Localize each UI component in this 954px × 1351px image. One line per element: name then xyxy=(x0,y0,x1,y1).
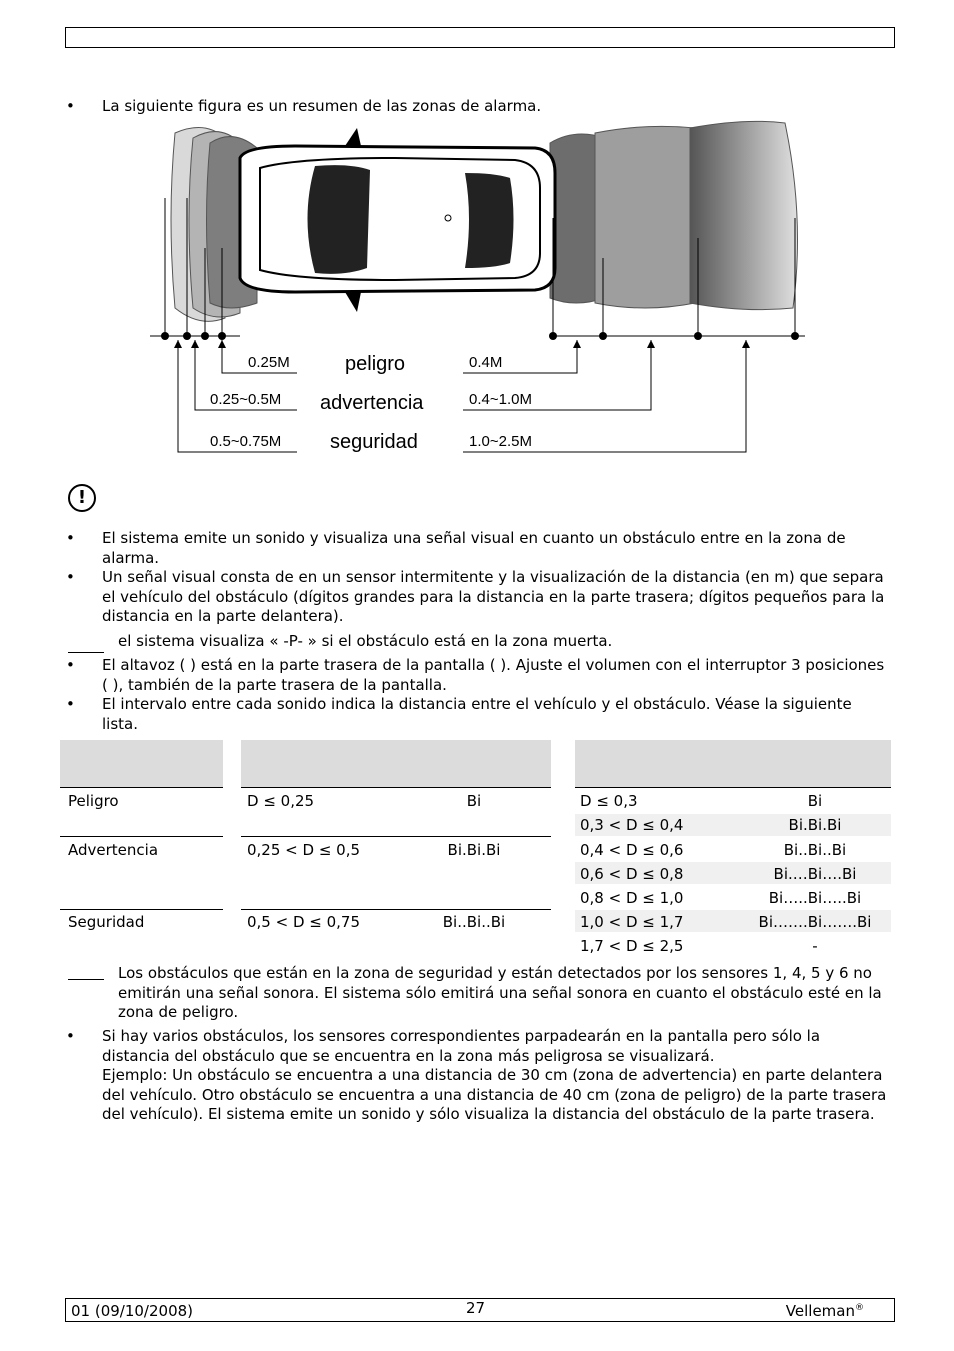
rear-range: 0,8 < D ≤ 1,0 xyxy=(580,889,684,907)
front-label-safety: 0.5~0.75M xyxy=(210,433,282,450)
rear-label-warning: 0.4~1.0M xyxy=(469,391,532,408)
divider xyxy=(60,836,223,837)
rear-sound: Bi.Bi.Bi xyxy=(788,816,842,834)
zone-label-seguridad: seguridad xyxy=(330,431,418,453)
zone-advertencia: Advertencia xyxy=(68,841,159,859)
zone-seguridad: Seguridad xyxy=(68,913,145,931)
bullet-glyph: • xyxy=(66,97,75,115)
rear-sound: Bi.…Bi….Bi xyxy=(773,865,857,883)
rear-sound: Bi…..Bi…..Bi xyxy=(768,889,862,907)
table-header-zone xyxy=(60,740,223,788)
header-box xyxy=(65,27,895,48)
note-dead-zone: el sistema visualiza « -P- » si el obstáculo está en la zona muerta. xyxy=(118,632,613,650)
rear-range: D ≤ 0,3 xyxy=(580,792,638,810)
brand-name: Velleman xyxy=(785,1302,855,1320)
front-sound: Bi xyxy=(466,792,482,810)
rear-range: 0,3 < D ≤ 0,4 xyxy=(580,816,684,834)
table-header-rear xyxy=(575,740,891,788)
divider xyxy=(241,787,551,788)
footer-version: 01 (09/10/2008) xyxy=(71,1302,194,1320)
note-safety-zone: Los obstáculos que están en la zona de seguridad y están detectados por los sensores 1, 4, 5 y 6 no emitirán una señal sonora. El sistema sólo emitirá una señal sonora en cuanto el obstáculo esté en la zona de peligro. xyxy=(118,964,882,1021)
bullet-glyph: • xyxy=(66,529,75,547)
warning-icon: ! xyxy=(68,484,96,512)
front-range: 0,25 < D ≤ 0,5 xyxy=(247,841,361,859)
example-text: Ejemplo: Un obstáculo se encuentra a una distancia de 30 cm (zona de advertencia) en parte delantera del vehículo. Otro obstáculo se encuentra a una distancia de 40 cm (zona de peligro) de la parte trasera del vehículo). El sistema emite un sonido y sólo visualiza la distancia del obstáculo de la parte trasera. xyxy=(102,1066,887,1123)
footer-page-number: 27 xyxy=(466,1299,486,1317)
bullet-glyph: • xyxy=(66,695,75,713)
rear-label-danger: 0.4M xyxy=(469,354,503,371)
front-range: 0,5 < D ≤ 0,75 xyxy=(247,913,361,931)
front-range: D ≤ 0,25 xyxy=(247,792,315,810)
footer xyxy=(65,1298,895,1322)
rear-range: 0,4 < D ≤ 0,6 xyxy=(580,841,684,859)
divider xyxy=(241,909,551,910)
rear-sound: Bi…….Bi…….Bi xyxy=(758,913,872,931)
note-blank xyxy=(68,636,104,653)
zone-peligro: Peligro xyxy=(68,792,119,810)
intro-text: La siguiente figura es un resumen de las zonas de alarma. xyxy=(102,97,542,115)
front-label-warning: 0.25~0.5M xyxy=(210,391,282,408)
divider xyxy=(60,787,223,788)
zone-label-peligro: peligro xyxy=(345,353,406,375)
divider xyxy=(575,787,891,788)
bullet-glyph: • xyxy=(66,568,75,586)
rear-range: 0,6 < D ≤ 0,8 xyxy=(580,865,684,883)
divider xyxy=(241,836,551,837)
bullet-glyph: • xyxy=(66,1027,75,1045)
rear-sound: - xyxy=(812,937,818,955)
registered-mark: ® xyxy=(855,1303,864,1313)
bullet-speaker: El altavoz ( ) está en la parte trasera de la pantalla ( ). Ajuste el volumen con el interruptor 3 posiciones ( ), también de la parte trasera de la pantalla. xyxy=(102,656,885,694)
note-blank xyxy=(68,965,104,980)
rear-range: 1,0 < D ≤ 1,7 xyxy=(580,913,684,931)
divider xyxy=(60,909,223,910)
table-header-front xyxy=(241,740,551,788)
zone-label-advertencia: advertencia xyxy=(320,392,424,414)
rear-sound: Bi..Bi..Bi xyxy=(783,841,847,859)
bullet-visual-signal: Un señal visual consta de en un sensor intermitente y la visualización de la distancia (en m) que separa el vehículo del obstáculo (dígitos grandes para la distancia en la parte trasera; dígitos pequeños para la distancia en la parte delantera). xyxy=(102,568,885,625)
bullet-interval: El intervalo entre cada sonido indica la distancia entre el vehículo y el obstáculo. Véase la siguiente lista. xyxy=(102,695,852,733)
rear-sound: Bi xyxy=(807,792,823,810)
bullet-signal: El sistema emite un sonido y visualiza una señal visual en cuanto un obstáculo entre en la zona de alarma. xyxy=(102,529,846,567)
bullet-multiple-obstacles: Si hay varios obstáculos, los sensores correspondientes parpadearán en la pantalla pero sólo la distancia del obstáculo que se encuentra en la zona más peligrosa se visualizará. xyxy=(102,1027,821,1065)
front-sound: Bi.Bi.Bi xyxy=(447,841,501,859)
footer-brand xyxy=(786,1302,864,1320)
alarm-zone-figure xyxy=(145,118,825,463)
rear-range: 1,7 < D ≤ 2,5 xyxy=(580,937,684,955)
front-label-danger: 0.25M xyxy=(248,354,290,371)
rear-label-safety: 1.0~2.5M xyxy=(469,433,532,450)
bullet-glyph: • xyxy=(66,656,75,674)
front-sound: Bi..Bi..Bi xyxy=(442,913,506,931)
